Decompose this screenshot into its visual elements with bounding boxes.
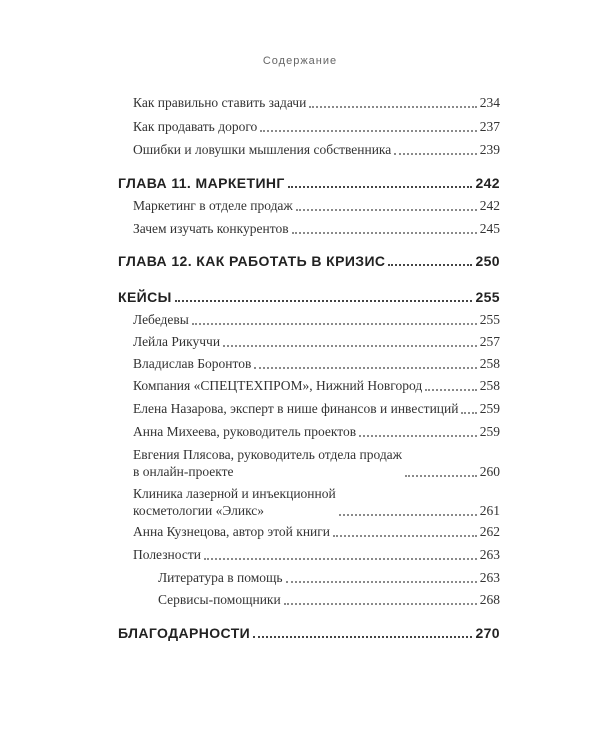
toc-entry-page: 262 <box>479 524 500 539</box>
toc-chapter[interactable] <box>118 625 500 641</box>
dot-leader <box>286 581 477 583</box>
dot-leader <box>223 345 477 347</box>
dot-leader <box>405 475 477 477</box>
toc-entry-page: 259 <box>479 401 500 416</box>
toc-entry-title-line: Клиника лазерной и инъекционной <box>133 486 336 501</box>
dot-leader <box>292 232 477 234</box>
toc-entry-page: 259 <box>479 424 500 439</box>
toc-entry[interactable] <box>133 312 500 328</box>
dot-leader <box>359 435 477 437</box>
dot-leader <box>204 558 477 560</box>
dot-leader <box>253 636 472 638</box>
toc-entry-page: 260 <box>479 464 500 479</box>
toc-entry-title-line: Евгения Плясова, руководитель отдела продаж <box>133 447 403 462</box>
toc-entry-title: Елена Назарова, эксперт в нише финансов и инвестиций <box>133 401 459 416</box>
toc-chapter[interactable] <box>118 175 500 191</box>
toc-entry[interactable] <box>133 524 500 540</box>
toc-entry-title: Анна Кузнецова, автор этой книги <box>133 524 331 539</box>
toc-entry[interactable] <box>133 401 500 417</box>
toc-entry[interactable] <box>133 142 500 158</box>
toc-entry-title <box>133 446 402 480</box>
toc-chapter-page: 255 <box>475 289 500 305</box>
toc-entry-title: Полезности <box>133 547 201 562</box>
dot-leader <box>192 323 477 325</box>
toc-chapter-page: 250 <box>475 253 500 269</box>
toc-entry-title: Ошибки и ловушки мышления собственника <box>133 142 392 157</box>
toc-entry-page: 255 <box>479 312 500 327</box>
toc-entry[interactable] <box>158 592 500 608</box>
toc-entry[interactable] <box>133 446 500 480</box>
toc-chapter[interactable] <box>118 289 500 305</box>
dot-leader <box>425 389 477 391</box>
toc-entry-page: 242 <box>479 198 500 213</box>
toc-entry-page: 263 <box>479 547 500 562</box>
toc-entry-page: 239 <box>479 142 500 157</box>
toc-entry-title-line: в онлайн-проекте <box>133 464 234 479</box>
toc-entry[interactable] <box>133 356 500 372</box>
toc-entry[interactable] <box>133 334 500 350</box>
toc-entry-title: Лебедевы <box>133 312 189 327</box>
toc-entry[interactable] <box>133 485 500 519</box>
toc-entry-title: Сервисы-помощники <box>158 592 281 607</box>
toc-entry[interactable] <box>133 378 500 394</box>
toc-chapter-page: 242 <box>475 175 500 191</box>
toc-chapter[interactable] <box>118 253 500 269</box>
toc-entry-title-line: косметологии «Эликс» <box>133 503 265 518</box>
dot-leader <box>333 535 477 537</box>
toc-chapter-page: 270 <box>475 625 500 641</box>
toc-entry-title: Маркетинг в отделе продаж <box>133 198 293 213</box>
dot-leader <box>296 209 477 211</box>
toc-entry-page: 257 <box>479 334 500 349</box>
toc-entry[interactable] <box>133 119 500 135</box>
toc-chapter-title: ГЛАВА 11. МАРКЕТИНГ <box>118 175 285 191</box>
toc-entry-title: Зачем изучать конкурентов <box>133 221 289 236</box>
dot-leader <box>394 153 476 155</box>
toc-entry-page: 245 <box>479 221 500 236</box>
dot-leader <box>175 300 473 302</box>
dot-leader <box>260 130 476 132</box>
toc-entry[interactable] <box>133 424 500 440</box>
toc-entry-title: Литература в помощь <box>158 570 283 585</box>
toc-chapter-title: КЕЙСЫ <box>118 289 172 305</box>
toc-entry-title: Как продавать дорого <box>133 119 258 134</box>
dot-leader <box>388 264 472 266</box>
toc-entry-title: Как правильно ставить задачи <box>133 95 307 110</box>
toc-entry[interactable] <box>133 547 500 563</box>
toc-entry-page: 263 <box>479 570 500 585</box>
toc-entry-title <box>133 485 336 519</box>
dot-leader <box>284 603 477 605</box>
toc-chapter-title: ГЛАВА 12. КАК РАБОТАТЬ В КРИЗИС <box>118 253 386 269</box>
toc-entry-title: Компания «СПЕЦТЕХПРОМ», Нижний Новгород <box>133 378 423 393</box>
toc-entry-page: 258 <box>479 378 500 393</box>
toc-entry-title: Лейла Рикуччи <box>133 334 221 349</box>
toc-entry[interactable] <box>158 570 500 586</box>
dot-leader <box>309 106 476 108</box>
toc-entry-page: 237 <box>479 119 500 134</box>
toc-chapter-title: БЛАГОДАРНОСТИ <box>118 625 251 641</box>
dot-leader <box>461 412 476 414</box>
dot-leader <box>254 367 476 369</box>
toc-entry-page: 268 <box>479 592 500 607</box>
dot-leader <box>288 186 473 188</box>
toc-entry-title: Владислав Боронтов <box>133 356 252 371</box>
toc-entry-page: 258 <box>479 356 500 371</box>
running-header: Содержание <box>262 55 338 67</box>
toc-entry[interactable] <box>133 95 500 111</box>
dot-leader <box>339 514 477 516</box>
toc-entry-page: 234 <box>479 95 500 110</box>
toc-entry[interactable] <box>133 198 500 214</box>
toc-entry[interactable] <box>133 221 500 237</box>
toc-entry-page: 261 <box>479 503 500 518</box>
toc-entry-title: Анна Михеева, руководитель проектов <box>133 424 357 439</box>
